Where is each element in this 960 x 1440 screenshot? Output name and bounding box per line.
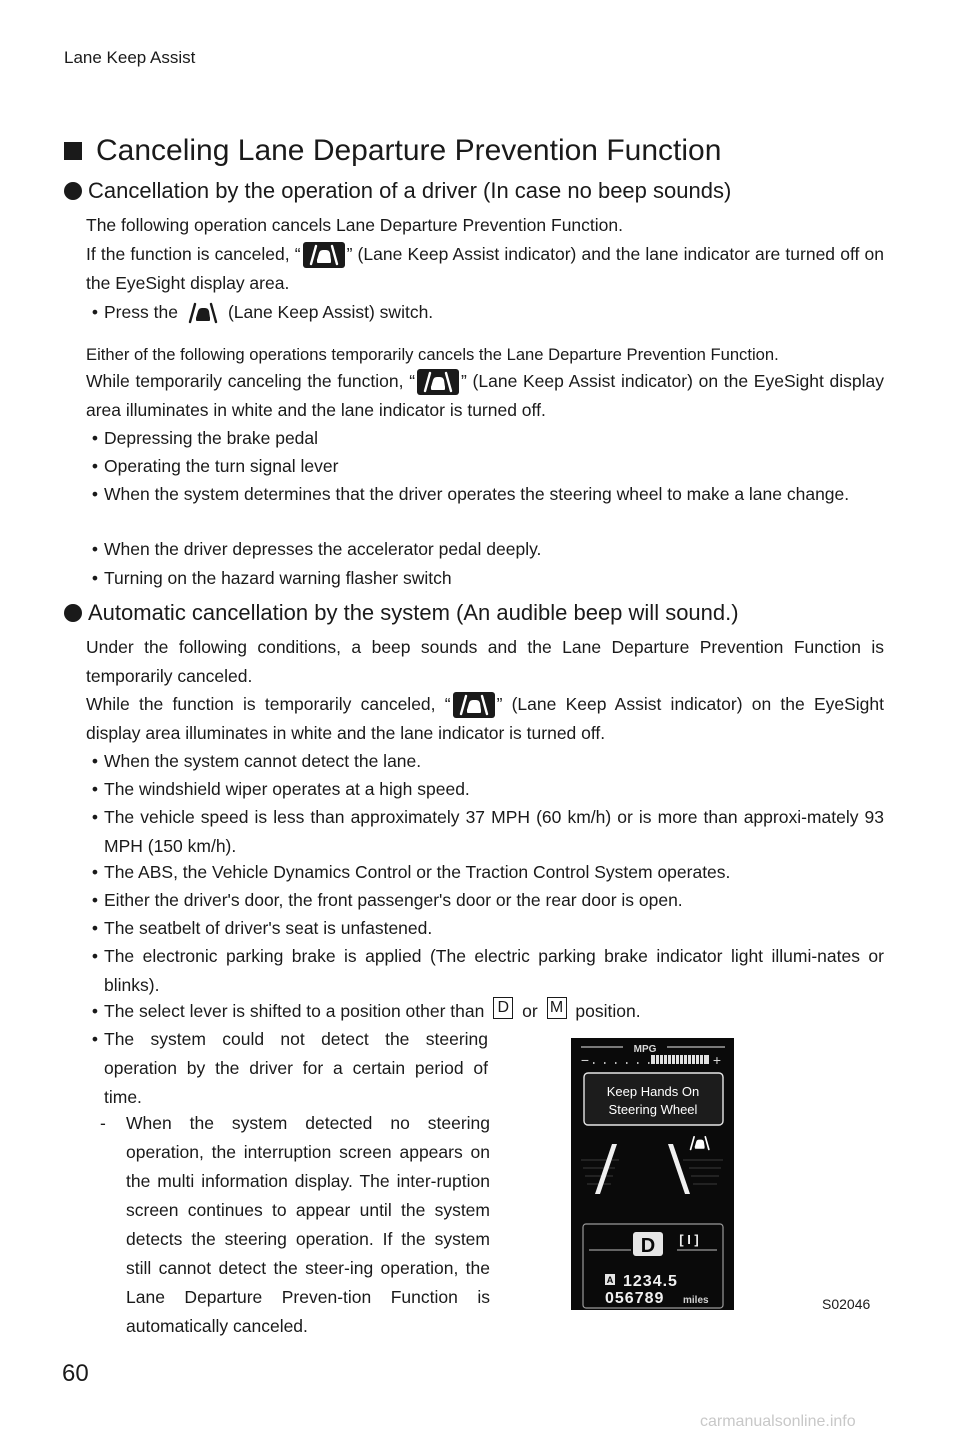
figure-id: S02046 bbox=[822, 1296, 871, 1312]
list-item: • When the system cannot detect the lane. bbox=[91, 751, 422, 771]
message-line-2: Steering Wheel bbox=[608, 1102, 698, 1117]
odometer-value: 056789 bbox=[605, 1290, 665, 1307]
multi-information-display bbox=[571, 1038, 734, 1310]
gear-indicator: [ I ] bbox=[679, 1232, 699, 1247]
paragraph: Under the following conditions, a beep sounds and the Lane Departure Prevention Function is temporarily canceled. bbox=[86, 637, 884, 686]
message-line-1: Keep Hands On bbox=[606, 1084, 700, 1099]
square-bullet-icon bbox=[64, 142, 82, 160]
lane-keep-assist-indicator-icon bbox=[453, 692, 495, 718]
page-title: Canceling Lane Departure Prevention Function bbox=[64, 134, 721, 168]
trip-label: A bbox=[606, 1275, 614, 1285]
trip-value: 1234.5 bbox=[623, 1273, 678, 1290]
watermark: carmanualsonline.info bbox=[700, 1413, 856, 1430]
display-illustration bbox=[571, 1038, 734, 1310]
list-item: • Operating the turn signal lever bbox=[91, 456, 339, 476]
left-lane-line-icon bbox=[595, 1144, 617, 1194]
gear-key-m: M bbox=[547, 997, 567, 1019]
lane-keep-assist-indicator-icon bbox=[691, 1137, 709, 1150]
paragraph: If the function is canceled, “ ” (Lane Keep Assist indicator) and the lane indicator are turned off on the EyeSight display area. bbox=[86, 244, 884, 293]
lane-keep-assist-switch-icon bbox=[182, 300, 224, 326]
odometer-unit: miles bbox=[683, 1295, 709, 1306]
list-item: • Either the driver's door, the front passenger's door or the rear door is open. bbox=[91, 890, 683, 910]
list-item: • The seatbelt of driver's seat is unfastened. bbox=[91, 918, 433, 938]
paragraph: While temporarily canceling the function, “ ” (Lane Keep Assist indicator) on the EyeSight display area illuminates in white and the lane indicator is turned off. bbox=[86, 371, 885, 420]
list-item: • The vehicle speed is less than approximately 37 MPH (60 km/h) or is more than approxi-mately 93 MPH (150 km/h). bbox=[91, 807, 884, 856]
list-item: • When the driver depresses the accelerator pedal deeply. bbox=[91, 539, 542, 559]
running-header: Lane Keep Assist bbox=[64, 48, 196, 67]
paragraph: Either of the following operations temporarily cancels the Lane Departure Prevention Function. bbox=[86, 345, 779, 364]
list-item: • When the system determines that the driver operates the steering wheel to make a lane change. bbox=[91, 484, 850, 504]
circle-bullet-icon bbox=[64, 182, 82, 200]
section-heading-automatic-cancellation: Automatic cancellation by the system (An audible beep will sound.) bbox=[64, 600, 739, 626]
list-item: • The ABS, the Vehicle Dynamics Control or the Traction Control System operates. bbox=[91, 862, 731, 882]
lane-keep-assist-indicator-icon bbox=[303, 242, 345, 268]
plus-label: + bbox=[712, 1052, 722, 1068]
page-number: 60 bbox=[62, 1360, 89, 1387]
list-item: • Press the (Lane Keep Assist) switch. bbox=[88, 298, 884, 327]
list-item: • The electronic parking brake is applied (The electric parking brake indicator light illumi-nates or blinks). bbox=[91, 946, 884, 995]
section-heading-driver-cancellation: Cancellation by the operation of a driver (In case no beep sounds) bbox=[64, 178, 731, 204]
paragraph: While the function is temporarily canceled, “ ” (Lane Keep Assist indicator) on the EyeSight display area illuminates in white and the lane indicator is turned off. bbox=[86, 694, 884, 743]
list-item: • Depressing the brake pedal bbox=[91, 428, 319, 448]
minus-label: − bbox=[580, 1052, 590, 1068]
circle-bullet-icon bbox=[64, 604, 82, 622]
mpg-label: MPG bbox=[633, 1044, 657, 1055]
list-item: • Turning on the hazard warning flasher switch bbox=[91, 568, 452, 588]
gear-position: D bbox=[640, 1235, 656, 1257]
lane-keep-assist-indicator-icon bbox=[417, 369, 459, 395]
fuel-economy-bar bbox=[593, 1055, 709, 1064]
list-item: • The windshield wiper operates at a high speed. bbox=[91, 779, 470, 799]
sub-list-item: - When the system detected no steering operation, the interruption screen appears on the multi information display. The inter-ruption screen continues to appear until the system detects the steering operation. If the system still cannot detect the steer-ing operation, the Lane Departure Preven-tion Function is automatically canceled. bbox=[100, 1113, 490, 1336]
right-lane-line-icon bbox=[668, 1144, 690, 1194]
gear-key-d: D bbox=[493, 997, 513, 1019]
paragraph: The following operation cancels Lane Departure Prevention Function. bbox=[86, 215, 623, 235]
list-item: • The select lever is shifted to a position other than D or M position. bbox=[91, 999, 641, 1021]
list-item: • The system could not detect the steering operation by the driver for a certain period of time. bbox=[91, 1029, 488, 1107]
